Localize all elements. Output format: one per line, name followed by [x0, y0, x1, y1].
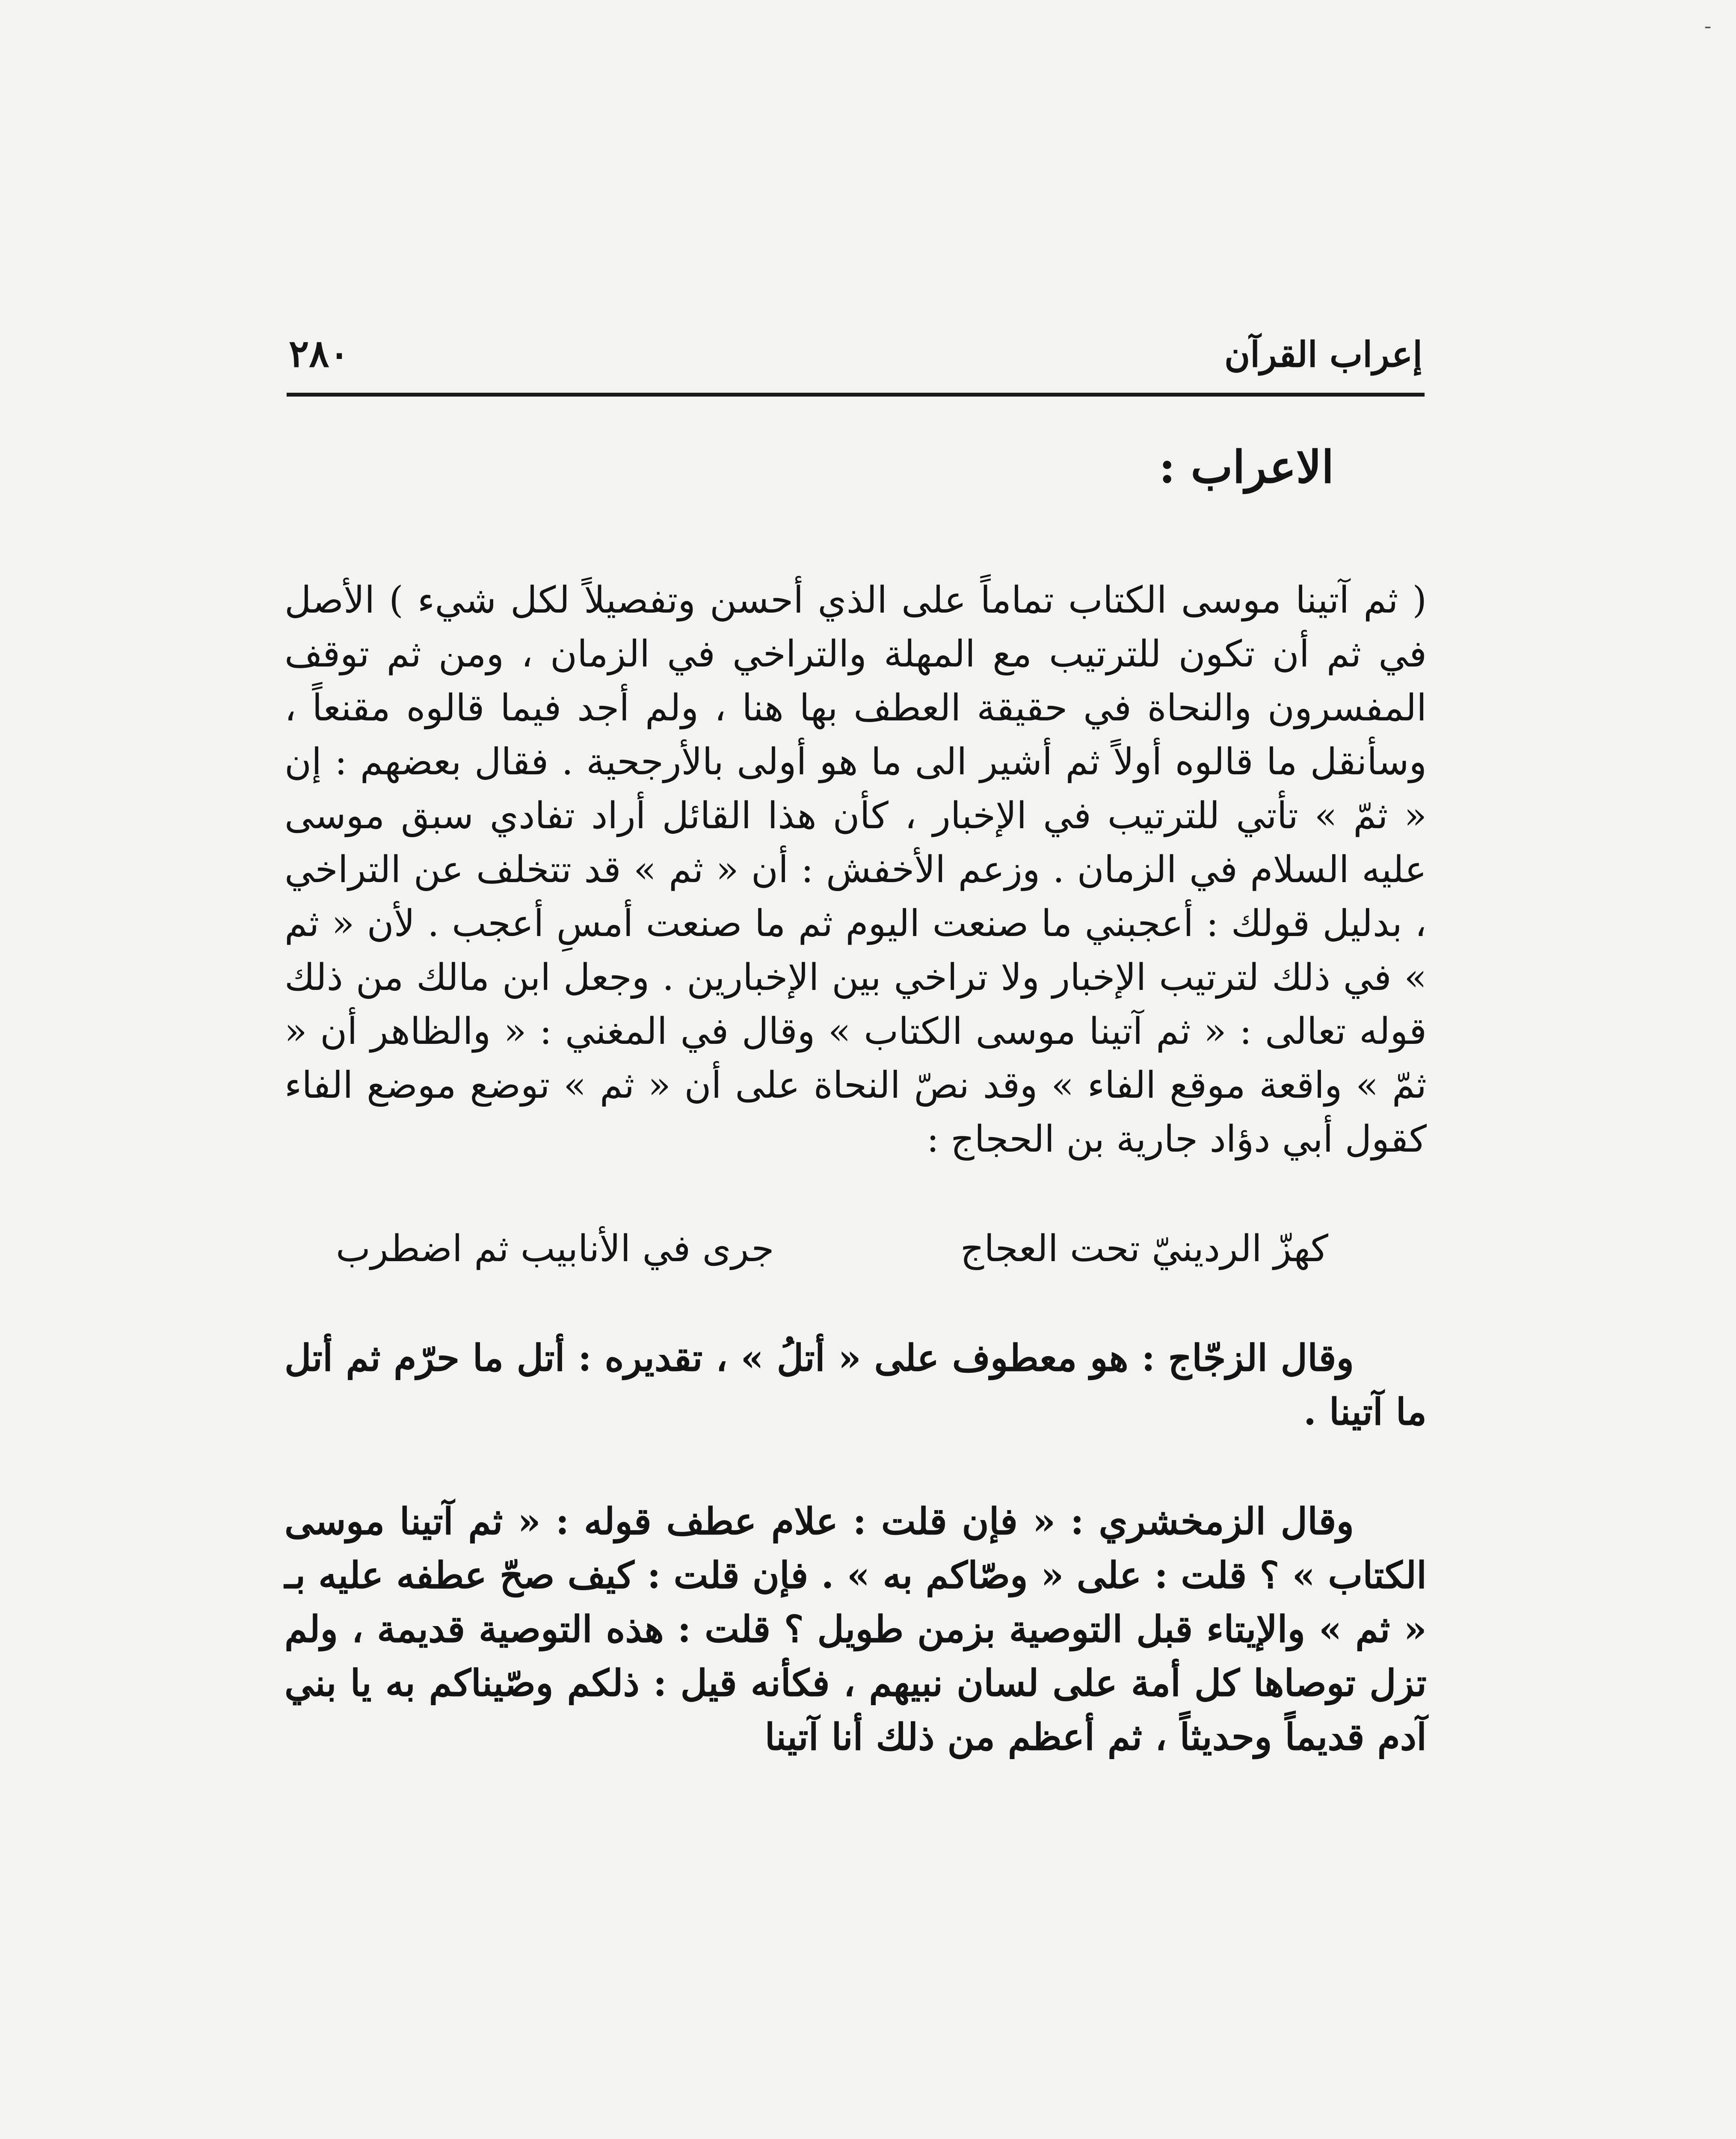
spacer	[284, 1439, 1427, 1495]
paragraph-1: ( ثم آتينا موسى الكتاب تماماً على الذي أحسن وتفصيلاً لكل شيء ) الأصل في ثم أن تكون للترتيب مع المهلة والتراخي في الزمان ، ومن ثم توقف المفسرون والنحاة في حقيقة العطف بها هنا ، ولم أجد فيما قالوه مقنعاً ، وسأنقل ما قالوه أولاً ثم أشير الى ما هو أولى بالأرجحية . فقال بعضهم : إن « ثمّ » تأتي للترتيب في الإخبار ، كأن هذا القائل أراد تفادي سبق موسى عليه السلام في الزمان . وزعم الأخفش : أن « ثم » قد تتخلف عن التراخي ، بدليل قولك : أعجبني ما صنعت اليوم ثم ما صنعت أمسِ أعجب . لأن « ثم » في ذلك لترتيب الإخبار ولا تراخي بين الإخبارين . وجعل ابن مالك من ذلك قوله تعالى : « ثم آتينا موسى الكتاب » وقال في المغني : « والظاهر أن « ثمّ » واقعة موقع الفاء » وقد نصّ النحاة على أن « ثم » توضع موضع الفاء كقول أبي دؤاد جارية بن الحجاج :	[284, 579, 1427, 1161]
corner-mark: ـ	[1705, 13, 1710, 33]
section-heading: الاعراب :	[1158, 441, 1334, 493]
body-text	[284, 573, 1427, 1764]
header-rule	[287, 393, 1425, 397]
spacer	[284, 1166, 1427, 1222]
paragraph-3: وقال الزمخشري : « فإن قلت : علام عطف قوله : « ثم آتينا موسى الكتاب » ؟ قلت : على « وصّاكم به » . فإن قلت : كيف صحّ عطفه عليه بـ « ثم » والإيتاء قبل التوصية بزمن طويل ؟ قلت : هذه التوصية قديمة ، ولم تزل توصاها كل أمة على لسان نبيهم ، فكأنه قيل : ذلكم وصّيناكم به يا بني آدم قديماً وحديثاً ، ثم أعظم من ذلك أنا آتينا	[284, 1500, 1427, 1759]
page-number: ٢٨٠	[289, 331, 350, 376]
spacer	[284, 1276, 1427, 1331]
running-header	[289, 308, 1422, 376]
verse-second-hemistich: جرى في الأنابيب ثم اضطرب	[336, 1227, 774, 1270]
verse-first-hemistich: كهزّ الردينيّ تحت العجاج	[960, 1227, 1328, 1270]
poetry-verse	[284, 1222, 1427, 1276]
paragraph-2: وقال الزجّاج : هو معطوف على « أتلُ » ، تقديره : أتل ما حرّم ثم أتل ما آتينا .	[284, 1336, 1427, 1434]
book-title: إعراب القرآن	[1224, 334, 1422, 375]
